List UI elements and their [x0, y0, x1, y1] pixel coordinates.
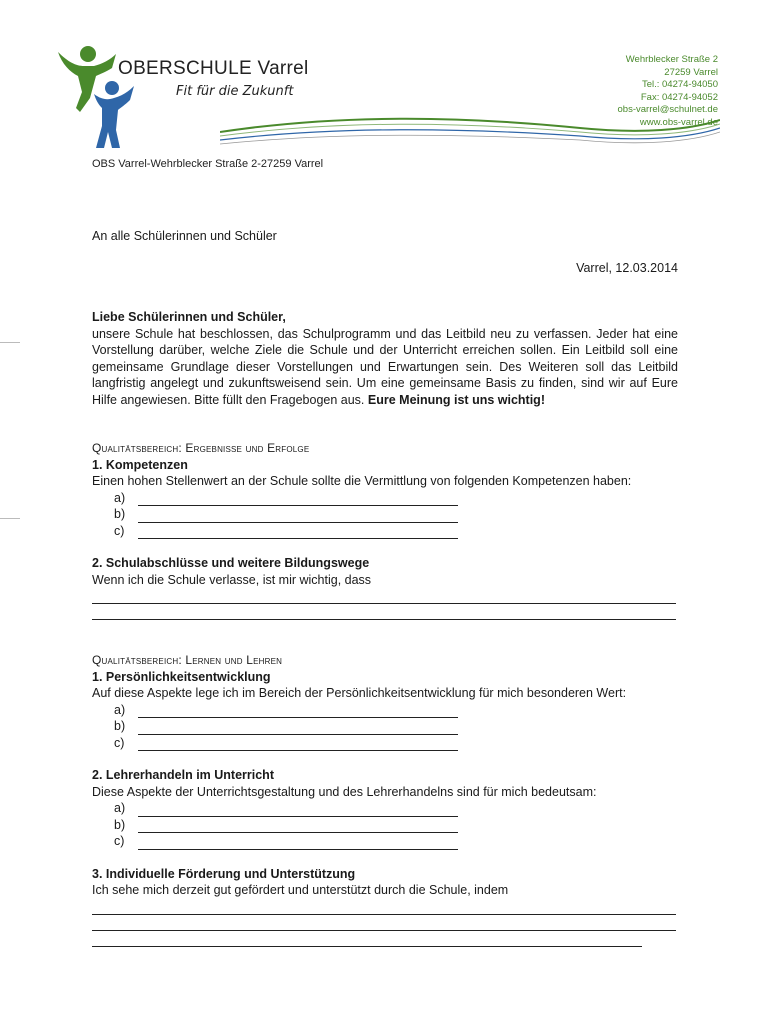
contact-fax: Fax: 04274-94052 [640, 91, 718, 103]
question-prompt: Ich sehe mich derzeit gut gefördert und unterstützt durch die Schule, indem [92, 883, 509, 897]
letter-greeting: Liebe Schülerinnen und Schüler, [92, 310, 286, 324]
question-prompt: Diese Aspekte der Unterrichtsgestaltung und des Lehrerhandelns sind für mich bedeutsam: [92, 784, 597, 799]
answer-item: a) [114, 490, 682, 507]
answer-line[interactable] [138, 494, 458, 506]
answer-line[interactable] [92, 931, 642, 947]
answer-item: c) [114, 735, 682, 752]
question-heading: 2. Lehrerhandeln im Unterricht [92, 768, 274, 782]
letter-text: unsere Schule hat beschlossen, das Schulprogramm und das Leitbild neu zu verfassen. Jeder hat eine Vorstellung darüber, welche Ziele die Schule und der Unterricht erreichen sollen. Ein Leitbild soll eine gemeinsame Grundlage dieser Vorstellungen und Erwartungen sein. Des Weiteren soll das Leitbild langfristig angelegt und zukunftsweisend sein. Um eine gemeinsame Basis zu finden, sind wir auf Eure Hilfe angewiesen. Bitte füllt den Fragebogen aus. [92, 326, 678, 407]
question-prompt: Auf diese Aspekte lege ich im Bereich der Persönlichkeitsentwicklung für mich besonderen Wert: [92, 686, 627, 700]
section-lernen [92, 652, 682, 947]
letter-paragraph [92, 326, 678, 409]
question-heading: 1. Kompetenzen [92, 457, 188, 472]
addressee: An alle Schülerinnen und Schüler [92, 229, 277, 243]
blue-figure-icon [94, 81, 134, 148]
question-heading: 1. Persönlichkeitsentwicklung [92, 669, 271, 684]
fold-mark [0, 518, 20, 519]
answer-line[interactable] [138, 838, 458, 850]
answer-line[interactable] [138, 723, 458, 735]
letter-emphasis: Eure Meinung ist uns wichtig! [367, 392, 545, 407]
school-logo [50, 40, 140, 150]
answer-line[interactable] [138, 821, 458, 833]
contact-web: www.obs-varrel.de [639, 116, 718, 128]
answer-line[interactable] [92, 588, 676, 604]
section-ergebnisse [92, 440, 682, 620]
header-swoosh [220, 112, 720, 152]
sender-line: OBS Varrel-Wehrblecker Straße 2-27259 Varrel [92, 158, 324, 170]
answer-item: b) [114, 506, 682, 523]
question-prompt: Einen hohen Stellenwert an der Schule sollte die Vermittlung von folgenden Kompetenzen haben: [92, 474, 632, 488]
answer-item: c) [114, 833, 682, 850]
answer-line[interactable] [138, 706, 458, 718]
school-slogan: Fit für die Zukunft [176, 84, 294, 99]
answer-line[interactable] [92, 604, 676, 620]
question-heading: 2. Schulabschlüsse und weitere Bildungswege [92, 556, 370, 570]
fold-mark [0, 342, 20, 343]
answer-item: a) [114, 702, 682, 719]
section-title: Qualitätsbereich: Lernen und Lehren [92, 653, 283, 667]
answer-line[interactable] [138, 739, 458, 751]
answer-item: b) [114, 718, 682, 735]
contact-street: Wehrblecker Straße 2 [625, 54, 718, 65]
answer-line[interactable] [92, 915, 676, 931]
answer-line[interactable] [138, 511, 458, 523]
answer-line[interactable] [138, 805, 458, 817]
section-title: Qualitätsbereich: Ergebnisse und Erfolge [92, 441, 310, 455]
answer-item: b) [114, 817, 682, 834]
contact-city: 27259 Varrel [664, 66, 718, 78]
contact-tel: Tel.: 04274-94050 [641, 79, 718, 90]
answer-line[interactable] [138, 527, 458, 539]
contact-email: obs-varrel@schulnet.de [617, 104, 718, 115]
answer-item: a) [114, 800, 682, 817]
question-heading: 3. Individuelle Förderung und Unterstützung [92, 866, 356, 881]
letter-body [92, 309, 678, 408]
answer-line[interactable] [92, 899, 676, 915]
answer-item: c) [114, 523, 682, 540]
date-line: Varrel, 12.03.2014 [576, 261, 678, 275]
question-prompt: Wenn ich die Schule verlasse, ist mir wichtig, dass [92, 572, 372, 587]
school-name: OBERSCHULE Varrel [118, 58, 309, 79]
